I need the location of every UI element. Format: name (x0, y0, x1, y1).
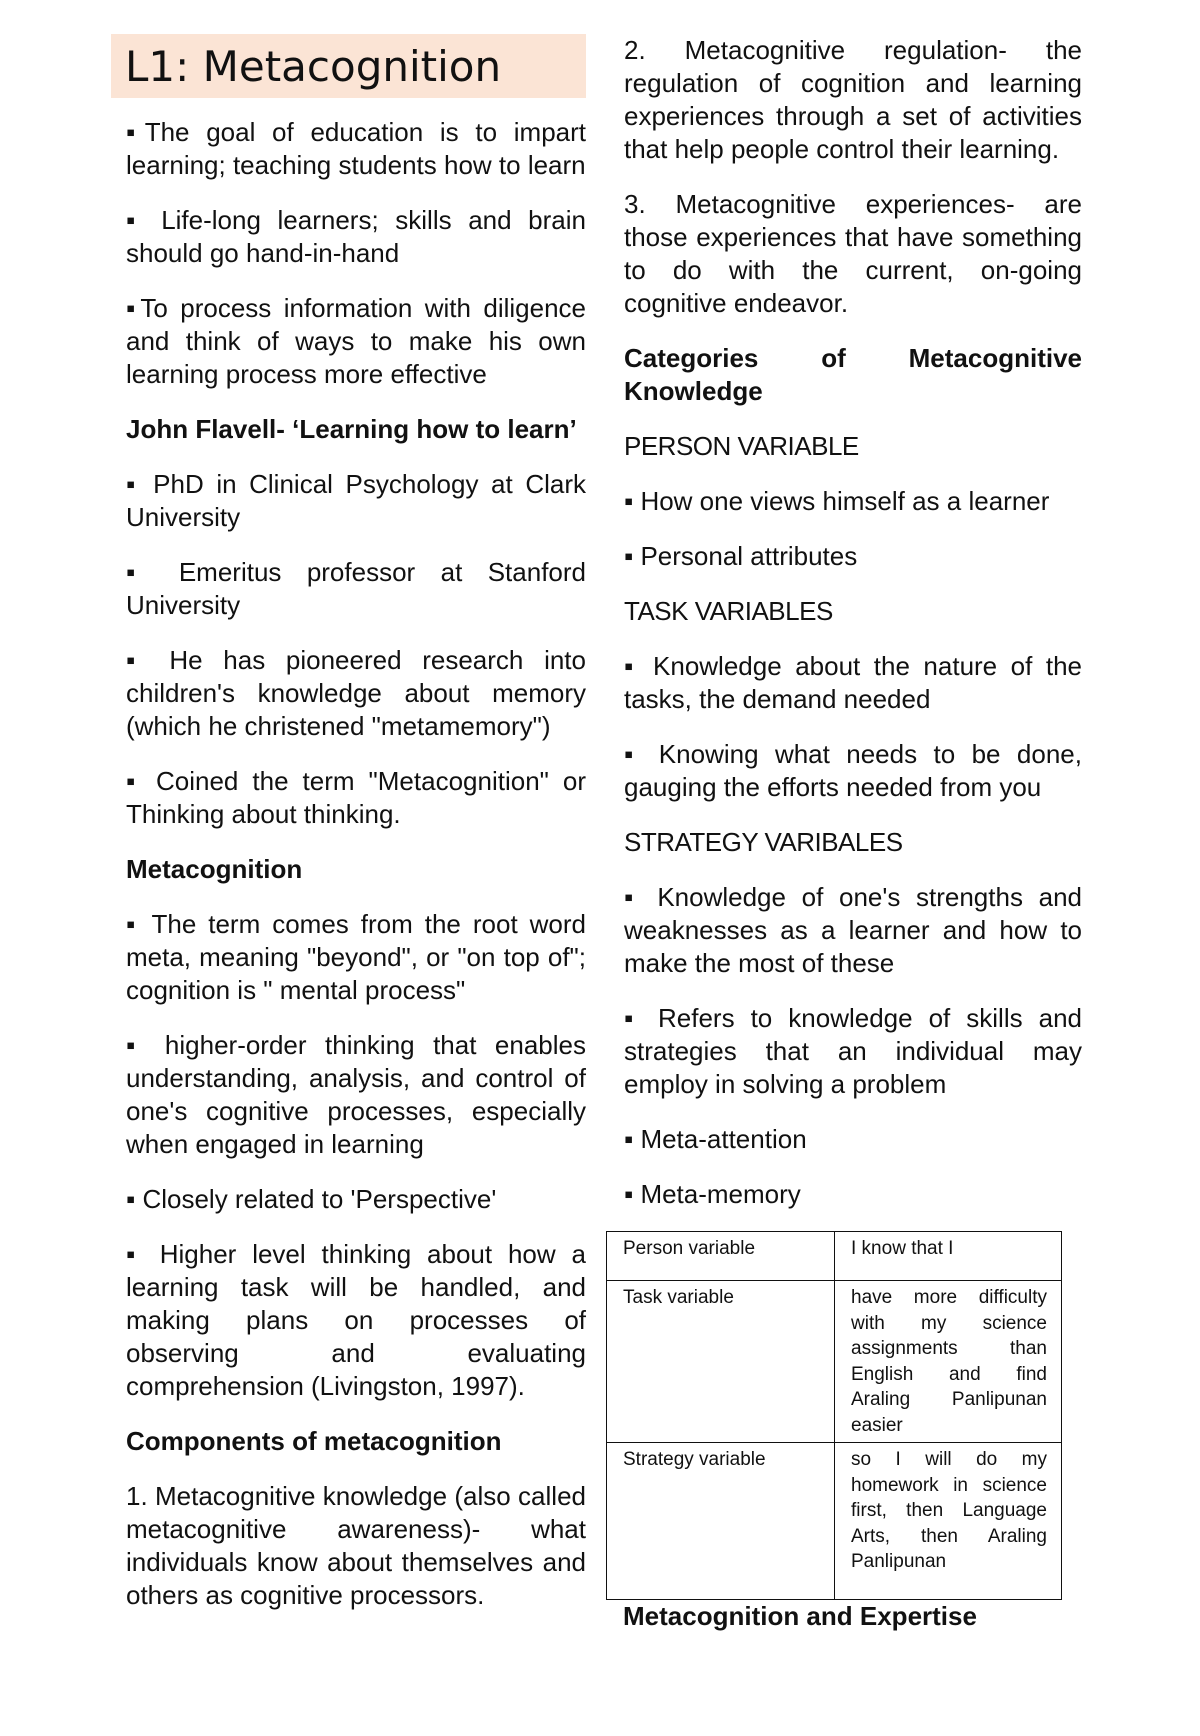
task-variable-point: ▪ Knowing what needs to be done, gauging the efforts needed from you (624, 739, 1082, 802)
strategy-variable-point: ▪ Refers to knowledge of skills and strategies that an individual may employ in solving a problem (624, 1003, 1082, 1099)
metacognition-point: ▪ Closely related to 'Perspective' (126, 1184, 497, 1214)
table-cell-variable: Person variable (607, 1232, 835, 1281)
left-column (112, 34, 586, 1634)
categories-heading: Categories of Metacognitive Knowledge (624, 343, 1082, 406)
table-cell-variable: Task variable (607, 1281, 835, 1443)
strategy-variable-point: ▪ Knowledge of one's strengths and weaknesses as a learner and how to make the most of these (624, 882, 1082, 978)
component-item: 1. Metacognitive knowledge (also called metacognitive awareness)- what individuals know about themselves and others as cognitive processors. (126, 1481, 586, 1610)
table-cell-example: have more difficulty with my science assignments than English and find Araling Panlipunan easier (835, 1281, 1062, 1443)
flavell-point: ▪ Coined the term "Metacognition" or Thinking about thinking. (126, 766, 586, 829)
components-heading: Components of metacognition (126, 1426, 502, 1456)
metacognition-point: ▪ Higher level thinking about how a learning task will be handled, and making plans on processes of observing and evaluating comprehension (Livingston, 1997). (126, 1239, 586, 1401)
metacognition-heading: Metacognition (126, 854, 303, 884)
intro-paragraph: ▪To process information with diligence and think of ways to make his own learning process more effective (126, 293, 586, 389)
page-title: L1: Metacognition (111, 34, 586, 98)
strategy-variable-point: ▪ Meta-memory (624, 1179, 801, 1209)
strategy-variables-label: STRATEGY VARIBALES (624, 827, 903, 857)
task-variables-label: TASK VARIABLES (624, 596, 833, 626)
table-row (607, 1232, 1062, 1281)
variables-table (606, 1231, 1062, 1600)
person-variable-point: ▪ Personal attributes (624, 541, 858, 571)
metacognition-point: ▪ higher-order thinking that enables understanding, analysis, and control of one's cognitive processes, especially when engaged in learning (126, 1030, 586, 1159)
expertise-heading: Metacognition and Expertise (623, 1601, 977, 1631)
flavell-point: ▪ PhD in Clinical Psychology at Clark University (126, 469, 586, 532)
right-column (624, 34, 1082, 1633)
table-row (607, 1443, 1062, 1600)
table-row (607, 1281, 1062, 1443)
task-variable-point: ▪ Knowledge about the nature of the tasks, the demand needed (624, 651, 1082, 714)
table-cell-example: so I will do my homework in science first, then Language Arts, then Araling Panlipunan (835, 1443, 1062, 1600)
metacognition-point: ▪ The term comes from the root word meta, meaning "beyond", or "on top of"; cognition is " mental process" (126, 909, 586, 1005)
person-variable-point: ▪ How one views himself as a learner (624, 486, 1050, 516)
flavell-point: ▪ He has pioneered research into children's knowledge about memory (which he christened "metamemory") (126, 645, 586, 741)
table-cell-example: I know that I (835, 1232, 1062, 1281)
flavell-point: ▪ Emeritus professor at Stanford University (126, 557, 586, 620)
intro-paragraph: ▪ Life-long learners; skills and brain should go hand-in-hand (126, 205, 586, 268)
intro-paragraph: ▪The goal of education is to impart learning; teaching students how to learn (126, 117, 586, 180)
strategy-variable-point: ▪ Meta-attention (624, 1124, 807, 1154)
flavell-heading: John Flavell- ‘Learning how to learn’ (126, 414, 577, 444)
person-variable-label: PERSON VARIABLE (624, 431, 859, 461)
table-cell-variable: Strategy variable (607, 1443, 835, 1600)
component-item: 2. Metacognitive regulation- the regulation of cognition and learning experiences through a set of activities that help people control their learning. (624, 35, 1082, 164)
component-item: 3. Metacognitive experiences- are those experiences that have something to do with the current, on-going cognitive endeavor. (624, 189, 1082, 318)
